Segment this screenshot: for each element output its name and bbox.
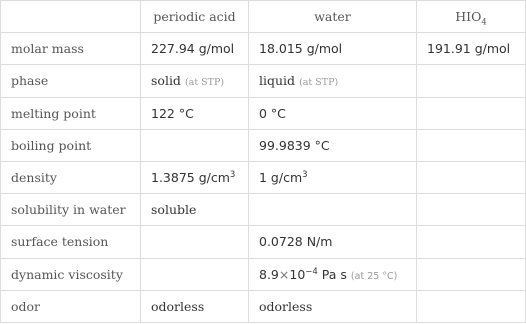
row-label: melting point [1, 97, 141, 129]
row-label: surface tension [1, 226, 141, 258]
cell-value: 227.94 g/mol [141, 33, 249, 65]
cell-value [141, 161, 249, 193]
density-value: 1 g/cm [259, 170, 303, 186]
power-base: 10 [289, 266, 306, 282]
table-row-density [1, 161, 526, 193]
column-header-periodic-acid: periodic acid [141, 1, 249, 33]
cell-value [249, 194, 417, 226]
cell-value [141, 258, 249, 290]
row-label: molar mass [1, 33, 141, 65]
column-header-hio4 [417, 1, 526, 33]
unit-exponent: 3 [302, 169, 308, 180]
cell-value: 191.91 g/mol [417, 33, 526, 65]
cell-value: soluble [141, 194, 249, 226]
cell-value [417, 226, 526, 258]
condition-note: (at 25 °C) [350, 270, 398, 282]
unit-exponent: 3 [229, 169, 236, 180]
condition-note: (at STP) [184, 77, 225, 89]
phase-value: liquid [259, 73, 296, 89]
cell-value [249, 258, 417, 290]
row-label: solubility in water [1, 194, 141, 226]
power-exponent: −4 [305, 266, 318, 277]
cell-value: 122 °C [141, 97, 249, 129]
cell-value [417, 65, 526, 97]
table-row-solubility [1, 194, 526, 226]
cell-value [249, 161, 417, 193]
table-row-surface-tension [1, 226, 526, 258]
cell-value: 18.015 g/mol [249, 33, 417, 65]
cell-value [141, 65, 249, 97]
cell-value [417, 97, 526, 129]
cell-value [417, 290, 526, 322]
times-sign: × [278, 266, 290, 282]
cell-value: 0.0728 N/m [249, 226, 417, 258]
table-row-dynamic-viscosity [1, 258, 526, 290]
cell-value [417, 194, 526, 226]
phase-value: solid [151, 73, 181, 89]
unit: Pa s [317, 266, 347, 282]
corner-cell [1, 1, 141, 33]
condition-note: (at STP) [299, 77, 339, 89]
row-label: phase [1, 65, 141, 97]
column-header-water: water [249, 1, 417, 33]
density-value: 1.3875 g/cm [151, 170, 230, 186]
row-label: dynamic viscosity [1, 258, 141, 290]
cell-value [249, 65, 417, 97]
formula-subscript: 4 [481, 17, 487, 28]
cell-value [417, 161, 526, 193]
header-row [1, 1, 526, 33]
table-row-melting-point [1, 97, 526, 129]
cell-value [141, 129, 249, 161]
cell-value [141, 226, 249, 258]
cell-value [417, 258, 526, 290]
formula-base: HIO [455, 9, 482, 25]
cell-value: odorless [141, 290, 249, 322]
table-row-phase [1, 65, 526, 97]
mantissa: 8.9 [259, 266, 279, 282]
cell-value: 0 °C [249, 97, 417, 129]
row-label: density [1, 161, 141, 193]
cell-value: 99.9839 °C [249, 129, 417, 161]
table-row-boiling-point [1, 129, 526, 161]
table-row-molar-mass [1, 33, 526, 65]
row-label: boiling point [1, 129, 141, 161]
cell-value: odorless [249, 290, 417, 322]
table-row-odor [1, 290, 526, 322]
row-label: odor [1, 290, 141, 322]
cell-value [417, 129, 526, 161]
